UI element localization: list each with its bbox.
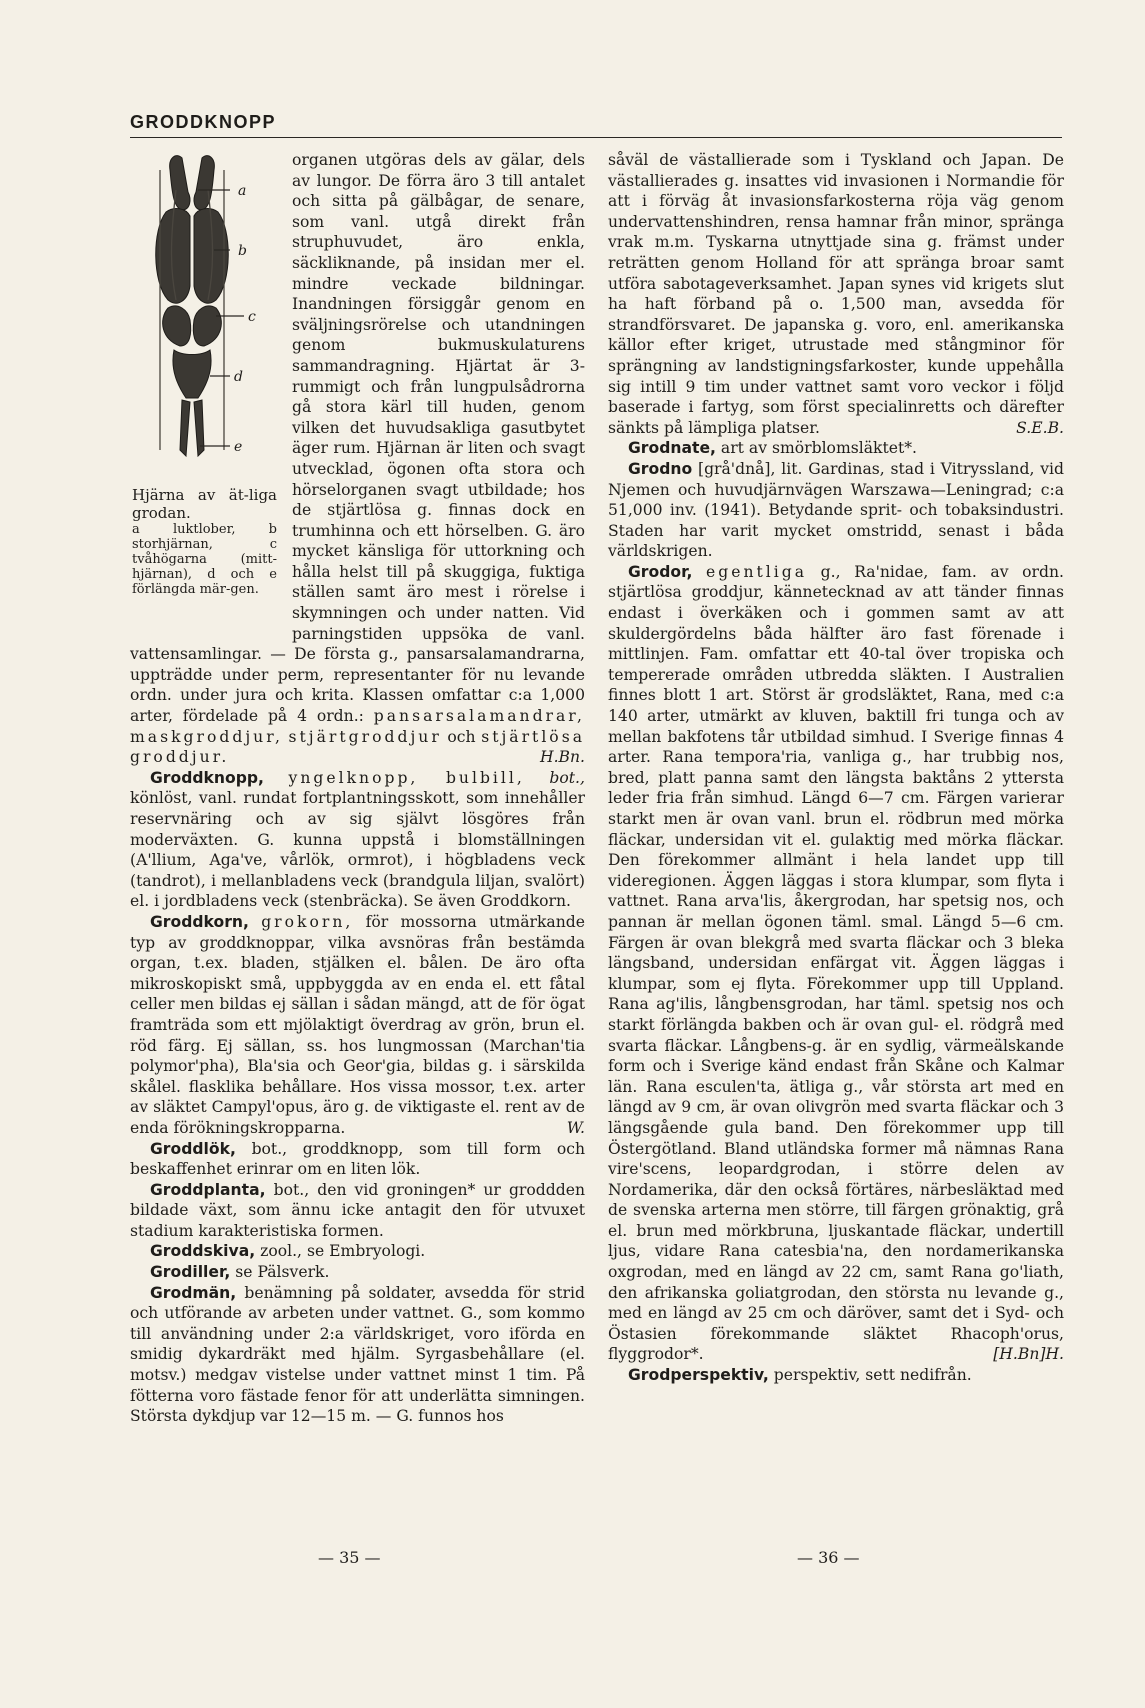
headword: Groddkorn, [150, 912, 249, 931]
signature: [H.Bn]H. [993, 1345, 1064, 1364]
olfactory-lobes [170, 156, 190, 210]
label-d: d [234, 369, 243, 385]
label-b: b [238, 243, 247, 259]
optic-lobes [163, 306, 191, 346]
paragraph: organen utgöras dels av gälar, dels av lungor. De förra äro 3 till antalet och sitta på gälbågar, de senare, som vanl. utgå direkt från struphuvudet, äro enkla, säckliknande, på insidan mer el. mindre veckade bildningar. Inandningen försiggår genom en sväljningsrörelse och utandningen genom bukmuskulaturens sammandragning. Hjärtat är 3-rummigt och från lungpulsådrorna gå stora kärl till huden, genom vilken det huvudsakliga gasutbytet äger rum. Hjärnan är liten och svagt utvecklad, ögonen ofta stora och hörselorganen svagt utbildade; hos de stjärtlösa g. finnas dock en trumhinna och ett hörselben. G. äro mycket känsliga för uttorkning och hålla helst till på skuggiga, fuktiga ställen samt äro mest i rörelse i skymningen och under natten. Vid parningstiden uppsöka de vanl. vattensamlingar. — De första g., pansarsalamandrarna, uppträdde under perm, representanter för nu levande ordn. under jura och krita. Klassen omfattar c:a 1,000 arter, fördelade på 4 ordn.: pansarsalamandrar, maskgroddjur, stjärtgroddjur och stjärtlösa groddjur. H.Bn. [130, 151, 585, 767]
entry: Grodnate, art av smörblomsläktet*. [628, 439, 917, 458]
figure-caption [132, 486, 277, 597]
frog-brain-drawing [130, 150, 280, 480]
headword: Groddlök, [150, 1139, 236, 1158]
header-rule [130, 137, 1062, 138]
right-column [608, 150, 1064, 1386]
caption-text: a luktlober, b storhjärnan, c tvåhögarna (mitt-hjärnan), d och e förlängda mär-gen. [132, 522, 277, 597]
medulla [173, 350, 211, 398]
signature: H.Bn. [539, 748, 585, 767]
caption-title: Hjärna av ät-liga grodan. [132, 486, 277, 522]
signature: W. [566, 1118, 585, 1137]
entry: Grodiller, se Pälsverk. [150, 1263, 330, 1282]
headword: Groddplanta, [150, 1180, 266, 1199]
headword: Grodnate, [628, 439, 716, 458]
signature: S.E.B. [1016, 418, 1064, 437]
entry: Grodmän, benämning på soldater, avsedda för strid och utförande av arbeten under vattnet. G., som kommo till användning under 2:a världskriget, voro iförda en smidig dykardräkt med hjälm. Syrgasbehållare (el. motsv.) medgav vistelse under vattnet minst 1 tim. På fötterna voro fästade fenor för att underlätta simningen. Största dykdjup var 12—15 m. — G. funnos hos [130, 1283, 585, 1426]
entry: Grodor, egentliga g., Ra'nidae, fam. av ordn. stjärtlösa groddjur, kännetecknad av att tänder finnas endast i överkäken och i gommen samt av att skuldergördelns båda hälfter äro fast förenade i mittlinjen. Fam. omfattar ett 40-tal över tropiska och tempererade områden utbredda släkten. I Australien finnes blott 1 art. Störst är grodsläktet, Rana, med c:a 140 arter, utmärkt av kluven, baktill fri tunga och av mellan bakfotens tår utbildad simhud. I Sverige finnas 4 arter. Rana tempora'ria, vanliga g., har trubbig nos, bred, platt panna samt den längsta baktåns 2 yttersta leder fria från simhud. Längd 6—7 cm. Färgen varierar starkt men är ovan vanl. brun el. rödbrun med mörka fläckar, undersidan vit el. gulaktig med mörka fläckar. Den förekommer allmänt i hela landet upp till videregionen. Äggen läggas i stora klumpar, som flyta i vattnet. Rana arva'lis, åkergrodan, har spetsig nos, och pannan är mellan ögonen täml. smal. Längd 5—6 cm. Färgen är ovan blekgrå med svarta fläckar och 3 bleka längsband, undersidan enfärgat vit. Äggen läggas i klumpar, som ej flyta. Förekommer upp till Uppland. Rana ag'ilis, långbensgrodan, har täml. spetsig nos och starkt förlängda bakben och är ovan gul- el. rödgrå med svarta fläckar. Långbens-g. är en sydlig, värmeälskande form och i Sverige känd endast från Skåne och Kalmar län. Rana esculen'ta, ätliga g., vår största art med en längd av 9 cm, är ovan olivgrön med svarta fläckar och 3 längsgående gula band. Den förekommer upp till Östergötland. Bland utländska former må nämnas Rana vire'scens, leopardgrodan, i större delen av Nordamerika, där den också förtäres, närbesläktad med de svenska arterna men större, till färgen grönaktig, grå el. brun med mörkbruna, ljuskantade fläckar, undertill ljus, vidare Rana catesbia'na, den nordamerikanska oxgrodan, med en längd av 22 cm, samt Rana go'liath, den afrikanska goliatgrodan, den största nu levande g., med en längd av 25 cm och däröver, samt det i Syd- och Östasien förekommande släktet Rhacoph'orus, flyggrodor*. [H.Bn]H. [608, 562, 1064, 1364]
entry: Groddkorn, grokorn, för mossorna utmärkande typ av groddknoppar, vilka avsnöras från bestämda organ, t.ex. bladen, stjälken el. bålen. De äro ofta mikroskopiskt små, uppbyggda av en enda el. ett fåtal celler men bildas ej sällan i sådan mängd, att de för ögat framträda som ett mjölaktigt överdrag av grön, brun el. röd färg. Ej sällan, ss. hos lungmossan (Marchan'tia polymor'pha), Bla'sia och Geor'gia, bildas g. i särskilda skålel. flasklika behållare. Hos vissa mossor, t.ex. arter av släktet Campyl'opus, äro g. de viktigaste el. rent av de enda förökningskropparna. W. [130, 912, 585, 1137]
entry: Groddknopp, yngelknopp, bulbill, bot., könlöst, vanl. rundat fortplantningsskott, som innehåller reservnäring och av sig självt lösgöres från moderväxten. G. kunna uppstå i blomställningen (A'llium, Aga've, vårlök, ormrot), i högbladens veck (tandrot), i mellanbladens veck (brandgula liljan, svalört) el. i jordbladens veck (stenbräcka). Se även Groddkorn. [130, 768, 585, 911]
page-number-left: — 35 — [318, 1548, 381, 1567]
left-column [130, 150, 585, 1427]
entry: Groddplanta, bot., den vid groningen* ur groddden bildade växt, som ännu icke antagit den för utvuxet stadium karakteristiska formen. [130, 1180, 585, 1240]
headword: Grodno [628, 459, 693, 478]
entry: Groddskiva, zool., se Embryologi. [150, 1242, 426, 1261]
page-number-right: — 36 — [797, 1548, 860, 1567]
headword: Groddskiva, [150, 1242, 256, 1261]
label-a: a [238, 183, 247, 199]
brain-figure [130, 150, 280, 628]
headword: Grodiller, [150, 1263, 231, 1282]
headword: Groddknopp, [150, 768, 264, 787]
running-header: GRODDKNOPP [130, 112, 277, 132]
headword: Grodor, [628, 562, 693, 581]
entry: Groddlök, bot., groddknopp, som till form och beskaffenhet erinrar om en liten lök. [130, 1139, 585, 1179]
label-e: e [234, 439, 243, 455]
entry: Grodperspektiv, perspektiv, sett nedifrån. [628, 1366, 972, 1385]
headword: Grodmän, [150, 1283, 237, 1302]
headword: Grodperspektiv, [628, 1366, 769, 1385]
paragraph: såväl de västallierade som i Tyskland och Japan. De västallierades g. insattes vid invasionen i Normandie för att i förväg åt invasionsfarkosterna röja väg genom undervattenshindren, rensa hamnar från minor, spränga vrak m.m. Tyskarna utnyttjade sina g. främst under reträtten genom Holland för att spränga broar samt utföra sabotageverksamhet. Japan synes vid krigets slut ha haft förband på o. 1,500 man, avsedda för strandförsvaret. De japanska g. voro, enl. amerikanska källor efter kriget, utrustade med stångminor för sprängning av landstigningsfarkoster, kunde uppehålla sig intill 9 tim under vattnet samt voro veckor i följd baserade i fartyg, som först specialinretts och därefter sänkts på lämpliga platser. S.E.B. [608, 151, 1064, 437]
label-c: c [248, 309, 256, 325]
entry: Grodno [grå'dnå], lit. Gardinas, stad i Vitryssland, vid Njemen och huvudjärnvägen Warszawa—Leningrad; c:a 51,000 inv. (1941). Betydande sprit- och tobaksindustri. Staden har varit mycket omstridd, senast i båda världskrigen. [608, 459, 1064, 561]
